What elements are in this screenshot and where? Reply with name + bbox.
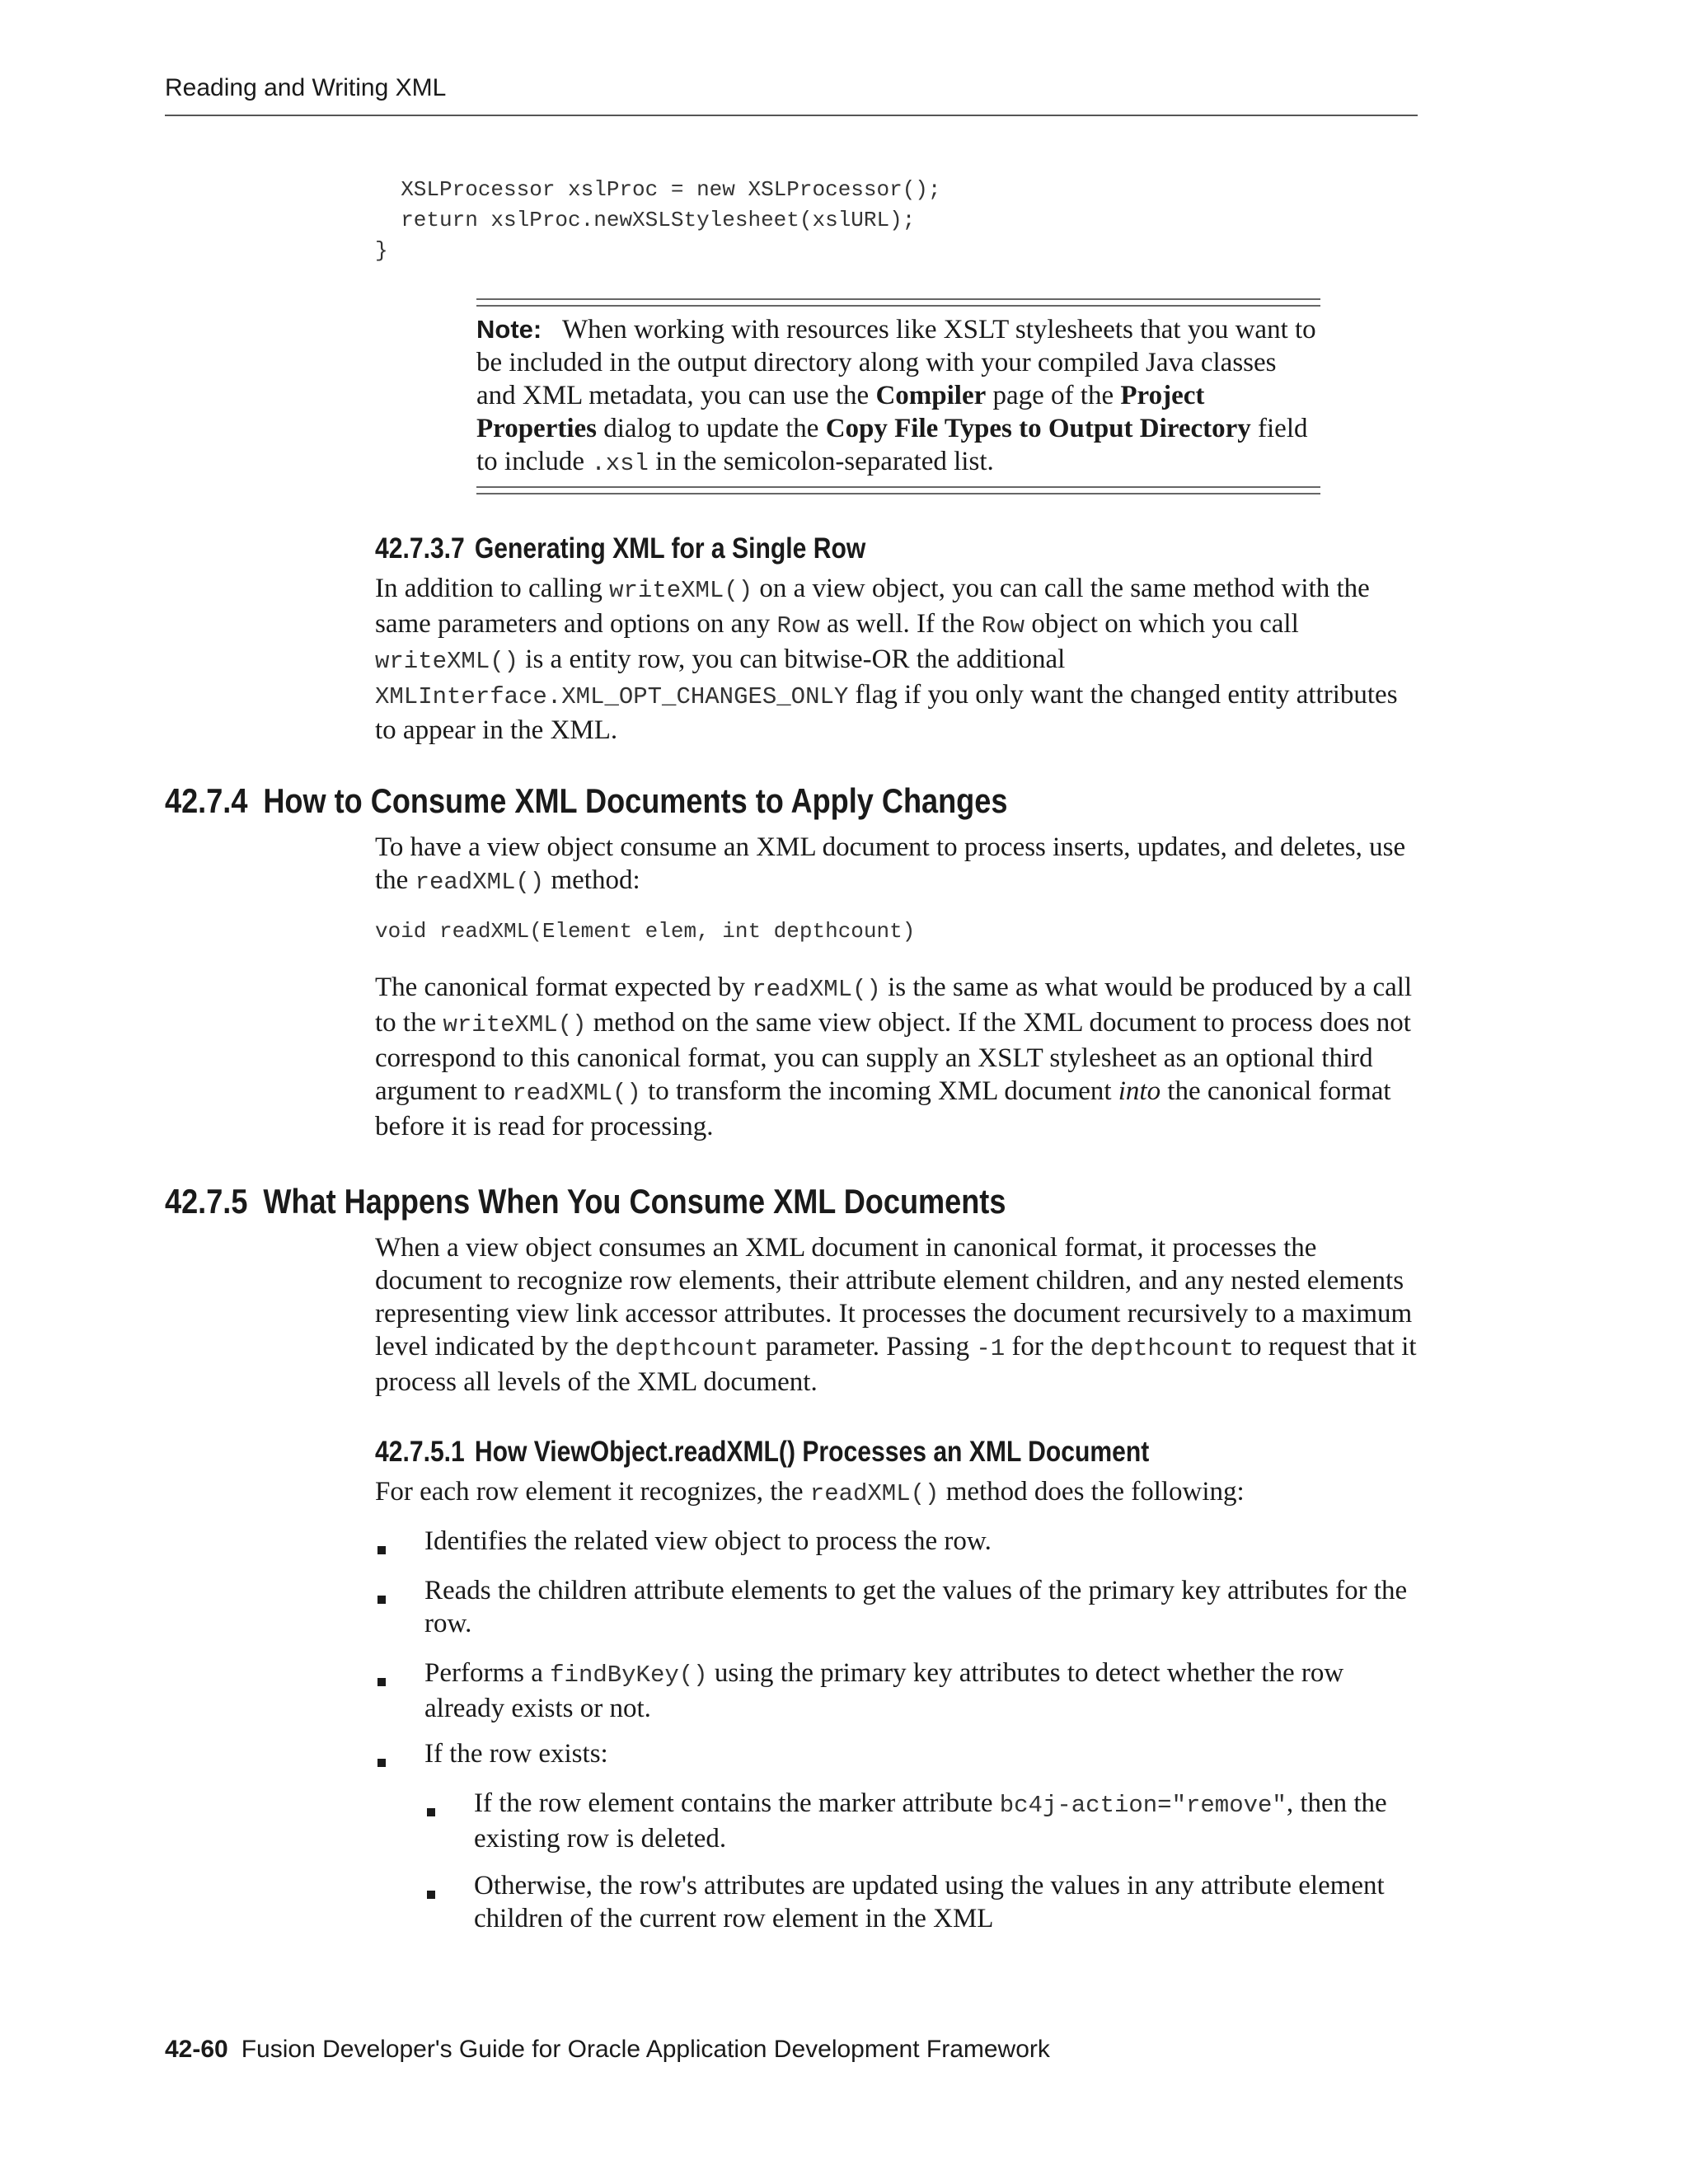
text: is a entity row, you can bitwise-OR the additional (518, 644, 1066, 674)
note-bold-copy-file-types: Copy File Types to Output Directory (825, 414, 1251, 443)
inline-code: depthcount (1090, 1335, 1234, 1362)
text: method on the same view object. If the XML document to process does not correspond to this canonical format, you can supply an XSLT stylesheet as an optional third argument to (375, 1008, 1411, 1106)
note-text: field to include (476, 414, 1308, 476)
text: Performs a (424, 1658, 551, 1688)
inline-code: findByKey() (550, 1661, 708, 1689)
header-rule (165, 115, 1418, 116)
text: For each row element it recognizes, the (375, 1477, 810, 1507)
inline-code: depthcount (615, 1335, 759, 1362)
inline-code: XMLInterface.XML_OPT_CHANGES_ONLY (375, 683, 849, 710)
section-heading-42737 (375, 532, 865, 565)
list-item-nested (474, 1787, 1430, 1855)
section-heading-4274 (165, 781, 1007, 821)
text: , then the existing row is deleted. (474, 1788, 1387, 1854)
inline-code: readXML() (752, 976, 881, 1003)
text: To have a view object consume an XML document to process inserts, updates, and deletes, use the (375, 832, 1406, 895)
bullet-marker (377, 1596, 386, 1604)
list-item: Reads the children attribute elements to get the values of the primary key attributes for the row. (424, 1576, 1408, 1638)
section-number: 42.7.4 (165, 781, 248, 820)
note-bold-project-properties: Project Properties (476, 381, 1205, 443)
inline-code: readXML() (512, 1080, 641, 1107)
section-heading-42751 (375, 1436, 1149, 1469)
text: flag if you only want the changed entity attributes to appear in the XML. (375, 680, 1398, 745)
text: as well. If the (819, 609, 982, 639)
text: When a view object consumes an XML document in canonical format, it processes the document to recognize row elements, their attribute element children, and any nested elements representing view link accessor attributes. It processes the document recursively to a maximum level indicated by the (375, 1233, 1413, 1361)
paragraph-single-row (375, 572, 1422, 747)
text: object on which you call (1025, 609, 1299, 639)
text: The canonical format expected by (375, 972, 753, 1002)
inline-code: readXML() (809, 1480, 940, 1507)
running-header: Reading and Writing XML (165, 74, 447, 101)
inline-code: readXML() (415, 869, 545, 896)
bullet-marker-nested (427, 1808, 435, 1816)
bullet-marker-nested (427, 1891, 435, 1899)
list-item: If the row exists: (424, 1739, 608, 1769)
text: for the (1005, 1332, 1090, 1361)
section-number: 42.7.5.1 (375, 1436, 465, 1468)
list-item: Identifies the related view object to process the row. (424, 1526, 992, 1556)
text: If the row element contains the marker attribute (474, 1788, 1000, 1818)
page-footer (165, 2036, 1050, 2064)
section-number: 42.7.3.7 (375, 532, 465, 565)
text: the canonical format before it is read for processing. (375, 1076, 1391, 1141)
section-title: Generating XML for a Single Row (474, 532, 866, 565)
text: on a view object, you can call the same method with the same parameters and options on any (375, 574, 1370, 639)
section-title: How ViewObject.readXML() Processes an XML Document (474, 1436, 1150, 1468)
note-text: page of the (986, 381, 1121, 410)
section-number: 42.7.5 (165, 1182, 248, 1221)
text: method does the following: (939, 1477, 1245, 1507)
text: parameter. Passing (758, 1332, 977, 1361)
text: using the primary key attributes to detect whether the row already exists or not. (424, 1658, 1344, 1723)
text: method: (544, 865, 640, 895)
paragraph-canonical-format (375, 971, 1422, 1143)
list-item (424, 1657, 1422, 1725)
code-block-xsl-processor: XSLProcessor xslProc = new XSLProcessor(); return xslProc.newXSLStylesheet(xslURL); } (375, 177, 941, 263)
note-text: in the semicolon-separated list. (648, 447, 994, 476)
text: In addition to calling (375, 574, 610, 603)
book-title: Fusion Developer's Guide for Oracle Application Development Framework (241, 2036, 1050, 2063)
note-rule-top (476, 298, 1320, 307)
inline-code: bc4j-action="remove" (999, 1792, 1287, 1819)
bullet-marker (377, 1678, 386, 1686)
note-label: Note: (476, 315, 542, 344)
list-item-nested: Otherwise, the row's attributes are updated using the values in any attribute element children of the current row element in the XML (474, 1871, 1385, 1933)
text: is the same as what would be produced by a call to the (375, 972, 1413, 1038)
inline-code: Row (981, 612, 1025, 640)
inline-code: writeXML() (443, 1011, 587, 1038)
section-title: How to Consume XML Documents to Apply Changes (263, 781, 1008, 820)
page-number: 42-60 (165, 2036, 228, 2063)
paragraph-readxml-intro (375, 1475, 1422, 1511)
text: to request that it process all levels of the XML document. (375, 1332, 1417, 1397)
text: to transform the incoming XML document (640, 1076, 1118, 1106)
italic-text: into (1118, 1076, 1161, 1106)
code-block-readxml-signature: void readXML(Element elem, int depthcount) (375, 919, 916, 944)
inline-code: -1 (976, 1335, 1006, 1362)
section-heading-4275 (165, 1182, 1006, 1221)
bullet-marker (377, 1546, 386, 1554)
note-rule-bottom (476, 486, 1320, 494)
note-text: dialog to update the (597, 414, 826, 443)
inline-code: writeXML() (609, 577, 753, 604)
bullet-marker (377, 1759, 386, 1767)
inline-code: writeXML() (375, 648, 519, 675)
note-box (476, 313, 1320, 480)
section-title: What Happens When You Consume XML Documents (263, 1182, 1006, 1221)
note-bold-compiler: Compiler (875, 381, 987, 410)
paragraph-consume-intro (375, 831, 1422, 899)
note-text: When working with resources like XSLT stylesheets that you want to be included in the output directory along with your compiled Java classes and XML metadata, you can use the (476, 315, 1316, 410)
paragraph-what-happens (375, 1231, 1422, 1399)
inline-code: Row (776, 612, 820, 640)
note-code-xsl: .xsl (591, 450, 649, 477)
